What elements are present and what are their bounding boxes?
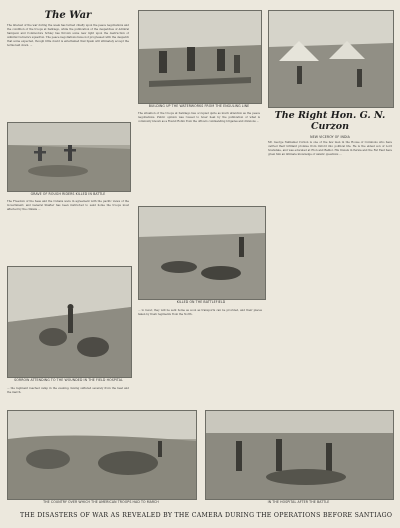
page-footer-title: THE DISASTERS OF WAR AS REVEALED BY THE CAMERA DURING THE OPERATIONS BEFORE SANTIAGO	[20, 512, 393, 519]
left-column	[7, 10, 129, 120]
article-subtitle-curzon: NEW VICEROY OF INDIA	[310, 135, 350, 139]
photo-waterworks	[138, 10, 262, 104]
article-body-mid-2: ... to fever, they will be sent home as soon as transports can be provided, and their places taken by fresh regiments from the North.	[138, 309, 262, 316]
caption-waterworks: BUILDING UP THE WATERWORKS FROM THE ENGULING LINE	[148, 104, 250, 108]
photo-country-march	[7, 410, 197, 500]
article-body-mid: The situation of the troops at Santiago has occupied quite as much attention as the peace negotiations. Public opinion was roused to fever heat by the publication of what is commonly known as a Round Robin from the officers commanding brigades and divisions ...	[138, 112, 260, 123]
caption-field-hospital: SORROW ATTENDING TO THE WOUNDED IN THE FIELD HOSPITAL	[14, 378, 123, 382]
article-body-curzon: Mr. George Nathaniel Curzon is one of the few men in the House of Commons who have carried their brilliant promise from Oxford into political life. He is the eldest son of Lord Scarsdale, and was educated at Eton and Balliol. His travels in Persia and the Far East have given him an intimate knowledge of Asiatic questions ...	[268, 141, 392, 156]
right-column	[268, 110, 392, 419]
article-title-curzon: The Right Hon. G. N. Curzon	[274, 110, 386, 132]
caption-country-march: THE COUNTRY OVER WHICH THE AMERICAN TROOPS HAD TO MARCH	[43, 500, 159, 504]
photo-battlefield	[138, 206, 266, 300]
article-body-war-3: ... the regiment reached camp in the evening, having suffered severely from the heat and the march.	[7, 387, 129, 394]
caption-rough-riders: GRAVE OF ROUGH RIDERS KILLED IN BATTLE	[30, 192, 106, 196]
photo-hospital-after-battle	[205, 410, 394, 500]
photo-rough-riders-grave	[7, 122, 131, 192]
article-body-war-2: The Freedom of the Seas and the Cubans were in agreement with the pacific views of the Government; and General Shafter has been instructed to send home the troops most affected by the climate ...	[7, 200, 129, 211]
caption-hospital-after-battle: IN THE HOSPITAL AFTER THE BATTLE	[267, 500, 330, 504]
photo-field-hospital	[7, 266, 132, 378]
article-title-war: The War	[44, 10, 92, 21]
photo-camp	[268, 10, 394, 108]
article-body-war: The interest of the war during the week has turned chiefly upon the peace negotiations and the condition of the troops at Santiago, while the publication of the despatches of Admiral Sampson and Commodore Schley has thrown some new light upon the destruction of Admiral Cervera's squadron. The peace negotiations have not progressed with the despatch that some expected, though little doubt is entertained that Spain will ultimately accept the terms laid down. ...	[7, 24, 129, 47]
caption-battlefield: KILLED ON THE BATTLEFIELD	[176, 300, 226, 304]
